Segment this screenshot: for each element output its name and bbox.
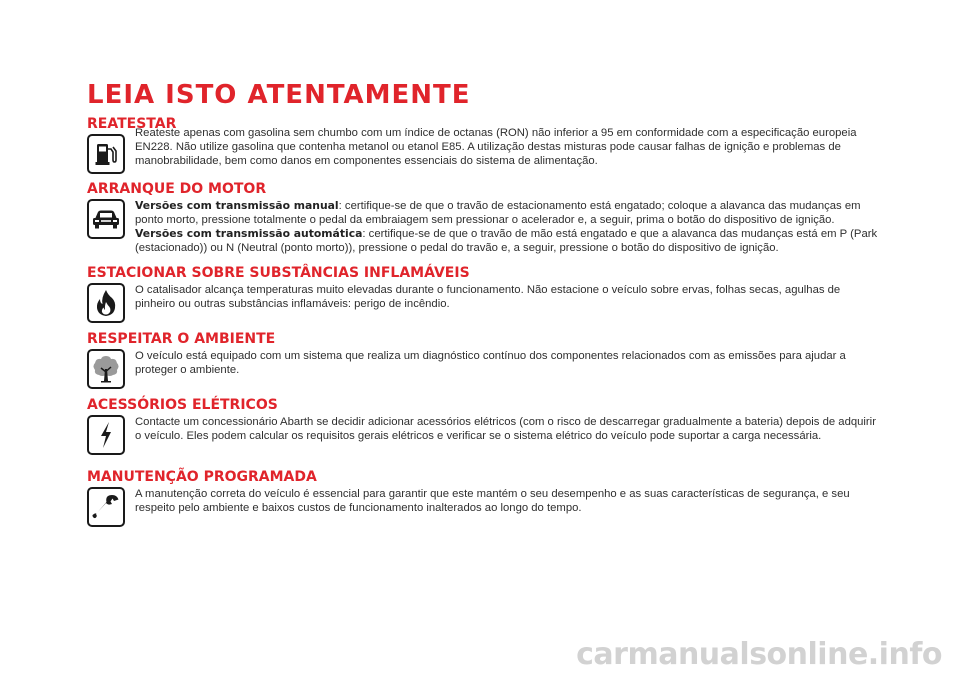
- car-icon: [87, 199, 125, 239]
- section-refuel: [87, 116, 887, 167]
- section-title: MANUTENÇÃO PROGRAMADA: [87, 469, 317, 485]
- section-electrical: [87, 397, 887, 442]
- page-title: LEIA ISTO ATENTAMENTE: [87, 80, 471, 110]
- auto-text: : certifique-se de que o travão de mão está engatado e que a alavanca das mudanças está em P (Park (estacionado)) ou N (Neutral (ponto morto)), pressione o pedal do travão e, a seguir, pressione o botão do dispositivo de ignição.: [135, 228, 878, 254]
- section-maintenance: [87, 469, 887, 514]
- watermark: carmanualsonline.info: [576, 637, 942, 672]
- section-text: Contacte um concessionário Abarth se decidir adicionar acessórios elétricos (com o risco de descarregar gradualmente a bateria) depois de adquirir o veículo. Eles podem calcular os requisitos gerais elétricos e verificar se o sistema elétrico do veículo pode suportar a carga necessária.: [135, 416, 876, 442]
- section-title: ESTACIONAR SOBRE SUBSTÂNCIAS INFLAMÁVEIS: [87, 265, 470, 281]
- wrench-icon: [87, 487, 125, 527]
- lightning-icon: [87, 415, 125, 455]
- auto-label: Versões com transmissão automática: [135, 227, 363, 240]
- section-flammable: [87, 265, 887, 310]
- section-title: ACESSÓRIOS ELÉTRICOS: [87, 397, 278, 413]
- section-environment: [87, 331, 887, 376]
- section-engine-start: [87, 181, 887, 254]
- section-title: RESPEITAR O AMBIENTE: [87, 331, 276, 347]
- section-text: O catalisador alcança temperaturas muito elevadas durante o funcionamento. Não estacione o veículo sobre ervas, folhas secas, agulhas de pinheiro ou outras substâncias inflamáveis: perigo de incêndio.: [135, 284, 841, 310]
- manual-text: : certifique-se de que o travão de estacionamento está engatado; coloque a alavanca das mudanças em ponto morto, pressione totalmente o pedal da embraiagem sem pressionar o acelerador e, a seguir, prima o botão do dispositivo de ignição.: [135, 200, 861, 226]
- manual-label: Versões com transmissão manual: [135, 199, 339, 212]
- section-title: ARRANQUE DO MOTOR: [87, 181, 267, 197]
- section-text: Reateste apenas com gasolina sem chumbo com um índice de octanas (RON) não inferior a 95 em conformidade com a especificação europeia EN228. Não utilize gasolina que contenha metanol ou etanol E85. A utilização destas misturas pode causar falhas de ignição e problemas de manobrabilidade, bem como danos em componentes essenciais do sistema de alimentação.: [135, 127, 857, 167]
- section-text: O veículo está equipado com um sistema que realiza um diagnóstico contínuo dos componentes relacionados com as emissões para ajudar a proteger o ambiente.: [135, 350, 846, 376]
- section-title: REATESTAR: [87, 116, 177, 132]
- section-text: A manutenção correta do veículo é essencial para garantir que este mantém o seu desempenho e as suas características de segurança, e seu respeito pelo ambiente e baixos custos de funcionamento inalterados ao longo do tempo.: [135, 488, 850, 514]
- fuel-pump-icon: [87, 134, 125, 174]
- section-text: [135, 199, 883, 255]
- tree-icon: [87, 349, 125, 389]
- flame-icon: [87, 283, 125, 323]
